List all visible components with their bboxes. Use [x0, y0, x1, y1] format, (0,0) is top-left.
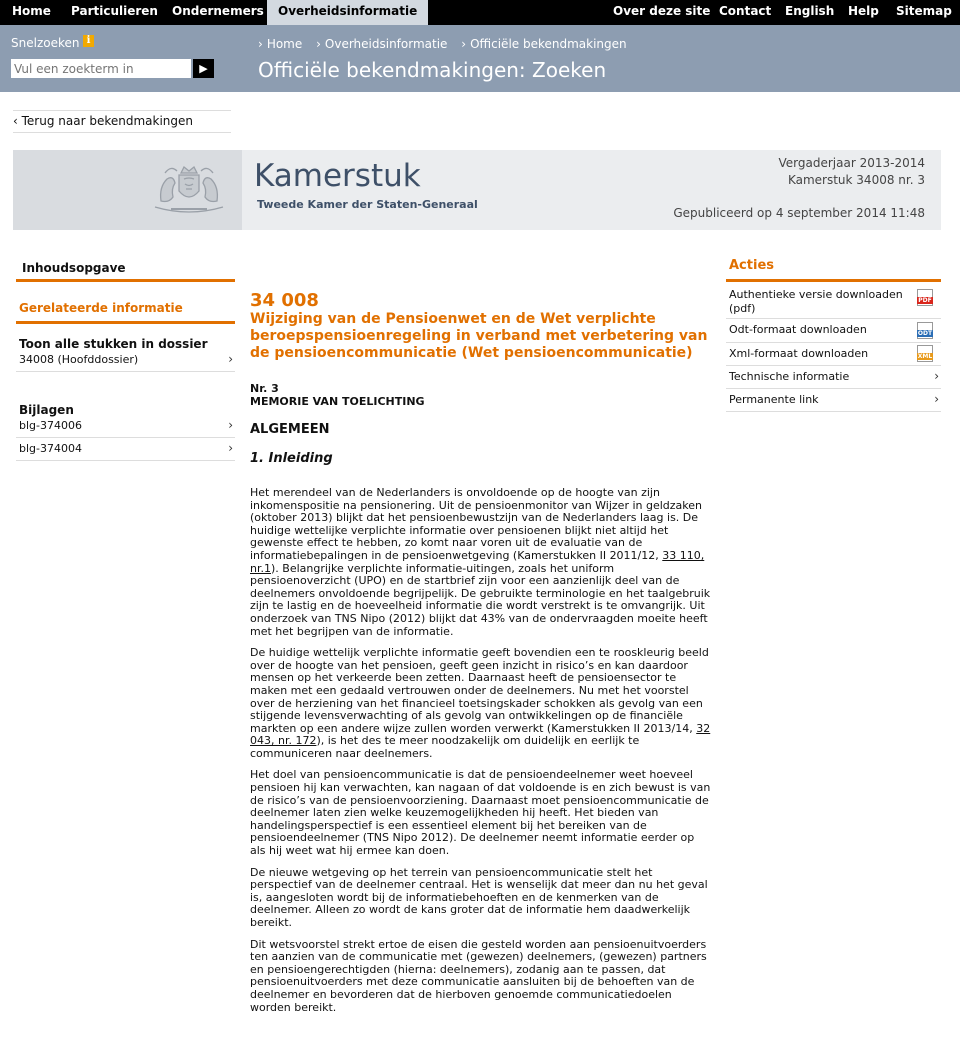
bijlage-link[interactable]: [16, 415, 235, 438]
coat-of-arms-panel: [13, 150, 242, 230]
download-xml-label: Xml-formaat downloaden: [729, 347, 869, 360]
paragraph: Het doel van pensioencommunicatie is dat de pensioendeelnemer weet hoeveel pensioen hij kan verwachten, kan nagaan of dat voldoende is en zich bewust is van de risico’s van de pensioenvoorziening. Daarnaast moet pensioencommunicatie de deelnemer laten zien welke keuzemogelijkheden hij heeft. Het bieden van handelingsperspectief is een essentieel element bij het bereiken van de pensioendeelnemer (TNS Nipo 2012). De deelnemer neemt informatie eerder op als hij weet wat hij ermee kan doen.: [250, 768, 711, 858]
header-band: [0, 25, 960, 92]
paragraph-text: Het merendeel van de Nederlanders is onvoldoende op de hoogte van zijn inkomenspositie na pensionering. Uit de pensioenmonitor van Wijzer in geldzaken (oktober 2013) blijkt dat het pensioenbewustzijn van de Nederlanders laag is. De huidige wettelijke verplichte informatie over pensioenen blijkt niet altijd het gewenste effect te hebben, zo komt naar voren uit de evaluatie van de informatiebepalingen in de pensioenwetgeving (Kamerstukken II 2011/12,: [250, 486, 703, 562]
chevron-right-icon: ›: [934, 392, 939, 406]
back-link[interactable]: [13, 114, 193, 128]
dossier-link[interactable]: [16, 349, 235, 372]
paragraph: [250, 647, 712, 760]
divider: [726, 279, 941, 282]
technische-informatie-link[interactable]: [726, 366, 941, 389]
nav-over-deze-site[interactable]: Over deze site: [613, 4, 711, 18]
technische-informatie-label: Technische informatie: [729, 370, 850, 383]
pdf-icon: PDF: [917, 289, 933, 306]
chevron-right-icon: ›: [228, 441, 233, 455]
vergaderjaar: Vergaderjaar 2013-2014: [778, 156, 925, 170]
document-content: [250, 290, 712, 1014]
acties-heading: Acties: [729, 258, 774, 273]
paragraph-text: ). Belangrijke verplichte informatie-uitingen, zoals het uniform pensioenoverzicht (UPO) en de startbrief zijn voor een aanzienlijk deel van de deelnemers onvoldoende begrijpelijk. De gebruikte terminologie en het taalgebruik zijn te lastig en de hoeveelheid informatie die wordt verstrekt is te omvangrijk. Uit onderzoek van TNS Nipo (2012) blijkt dat 43% van de ondervraagden moeite heeft met het begrijpen van de informatie.: [250, 561, 711, 638]
page-title: Officiële bekendmakingen: Zoeken: [258, 58, 607, 82]
permanente-link[interactable]: [726, 389, 941, 412]
back-link-container: [13, 110, 231, 133]
coat-of-arms-logo: [151, 161, 227, 217]
breadcrumb-overheidsinformatie[interactable]: Overheidsinformatie: [324, 37, 448, 51]
document-nr: Nr. 3: [250, 382, 279, 395]
chevron-right-icon: ›: [228, 418, 233, 432]
document-type: MEMORIE VAN TOELICHTING: [250, 395, 425, 408]
inhoudsopgave-link[interactable]: Inhoudsopgave: [22, 261, 126, 275]
back-link-label: Terug naar bekendmakingen: [21, 114, 193, 128]
divider: [16, 321, 235, 324]
bijlage-link[interactable]: [16, 438, 235, 461]
section-heading: ALGEMEEN: [250, 422, 330, 437]
download-xml-link[interactable]: [726, 343, 941, 366]
search-button[interactable]: [193, 59, 214, 78]
nav-help[interactable]: Help: [848, 4, 879, 18]
breadcrumb-home[interactable]: Home: [266, 37, 303, 51]
breadcrumb-bekendmakingen[interactable]: Officiële bekendmakingen: [470, 37, 627, 51]
odt-icon: ODT: [917, 322, 933, 339]
paragraph: [250, 487, 712, 638]
dossier-link-label: 34008 (Hoofddossier): [19, 353, 139, 366]
xml-icon: XML: [917, 345, 933, 362]
nav-ondernemers[interactable]: Ondernemers: [172, 4, 264, 18]
divider: [16, 279, 235, 282]
search-input[interactable]: [11, 59, 191, 78]
download-pdf-link[interactable]: [726, 284, 941, 319]
paragraph-text: De huidige wettelijk verplichte informatie geeft bovendien een te rooskleurig beeld over de hoogte van het pensioen, geeft geen inzicht in risico’s en kan daardoor mensen op het verkeerde been zetten. Daarnaast heeft de pensioensector te maken met een gedaald vertrouwen onder de deelnemers. Nu met het voorstel over de herziening van het financieel toetsingskader schokken als gevolg van een stijgende levensverwachting of als gevolg van ontwikkelingen op de financiële markten op een andere wijze zullen worden verwerkt (Kamerstukken II 2013/14,: [250, 646, 709, 735]
kamerstuk-number: Kamerstuk 34008 nr. 3: [787, 173, 925, 187]
kamerstuk-subtitle: Tweede Kamer der Staten-Generaal: [257, 198, 478, 211]
breadcrumb: › Home › Overheidsinformatie › Officiële bekendmakingen: [258, 37, 627, 51]
reference-link[interactable]: 33 110, nr.1: [250, 548, 705, 575]
paragraph: De nieuwe wetgeving op het terrein van pensioencommunicatie stelt het perspectief van de deelnemer centraal. Het is wenselijk dat meer dan nu het geval is, aangesloten wordt bij de informatiebehoeften en de kenmerken van de deelnemer. Alleen zo wordt de kans groter dat de informatie hem daadwerkelijk bereikt.: [250, 865, 708, 929]
nav-overheidsinformatie[interactable]: Overheidsinformatie: [267, 0, 428, 25]
chevron-right-icon: ›: [934, 369, 939, 383]
dossier-heading: Toon alle stukken in dossier: [19, 337, 208, 351]
bijlage-link-label: blg-374004: [19, 442, 82, 455]
nav-particulieren[interactable]: Particulieren: [71, 4, 158, 18]
download-pdf-label: Authentieke versie downloaden (pdf): [729, 288, 903, 315]
bijlagen-heading: Bijlagen: [19, 403, 74, 417]
nav-contact[interactable]: Contact: [719, 4, 772, 18]
download-odt-link[interactable]: [726, 319, 941, 343]
permanente-link-label: Permanente link: [729, 393, 819, 406]
nav-home[interactable]: Home: [12, 4, 51, 18]
published-date: Gepubliceerd op 4 september 2014 11:48: [673, 206, 925, 220]
nav-sitemap[interactable]: Sitemap: [896, 4, 952, 18]
kamerstuk-title: Kamerstuk: [254, 158, 421, 194]
bijlage-link-label: blg-374006: [19, 419, 82, 432]
subsection-heading: 1. Inleiding: [250, 451, 333, 466]
document-number: 34 008: [250, 290, 319, 311]
paragraph: Dit wetsvoorstel strekt ertoe de eisen die gesteld worden aan pensioenuitvoerders ten aanzien van de communicatie met (gewezen) deelnemers, (gewezen) partners en pensioengerechtigden (hierna: deelnemers), zodanig aan te passen, dat pensioenuitvoerders met deze communicatie aansluiten bij de behoeften van de deelnemer en bevorderen dat de hierboven genoemde communicatiedoelen worden bereikt.: [250, 937, 707, 1014]
chevron-left-icon: ‹: [13, 114, 22, 128]
nav-english[interactable]: English: [785, 4, 835, 18]
chevron-right-icon: ›: [228, 352, 233, 366]
info-icon[interactable]: i: [83, 35, 94, 47]
paragraph-text: ), is het des te meer noodzakelijk om duidelijk en eerlijk te communiceren naar deelnemers.: [250, 734, 640, 760]
chevron-right-icon: ▶: [199, 62, 208, 75]
search-label: Snelzoeken: [11, 36, 80, 50]
download-odt-label: Odt-formaat downloaden: [729, 323, 867, 336]
reference-link[interactable]: 32 043, nr. 172: [250, 721, 711, 748]
kamerstuk-header: [242, 150, 941, 230]
document-title: Wijziging van de Pensioenwet en de Wet verplichte beroepspensioenregeling in verband met verbetering van de pensioencommunicatie (Wet pensioencommunicatie): [250, 311, 708, 361]
related-info-heading: Gerelateerde informatie: [19, 301, 183, 315]
top-navigation: [0, 0, 960, 25]
